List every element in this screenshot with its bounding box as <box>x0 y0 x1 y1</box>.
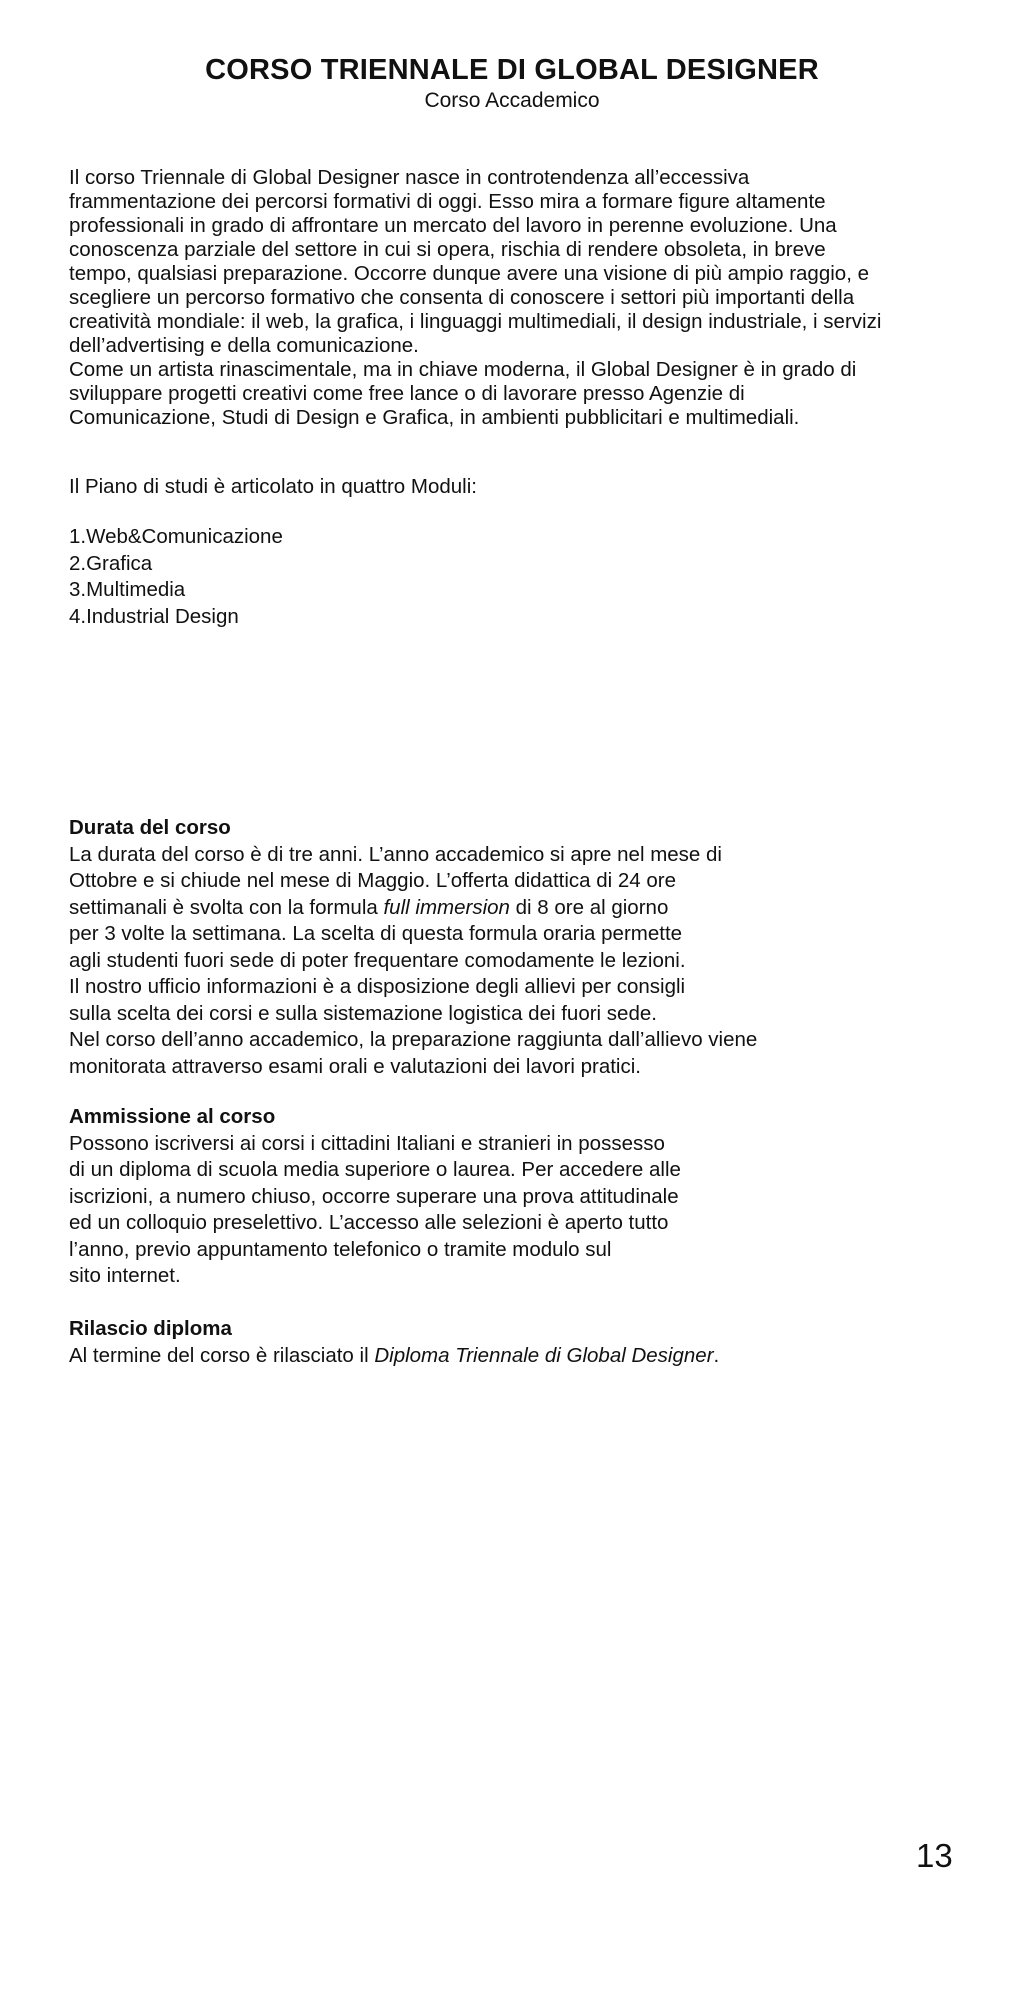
intro-line: dell’advertising e della comunicazione. <box>69 334 419 357</box>
section-line: per 3 volte la settimana. La scelta di questa formula oraria permette <box>69 922 683 945</box>
section-line: Ottobre e si chiude nel mese di Maggio. L’offerta didattica di 24 ore <box>69 869 677 892</box>
italic-term: full immersion <box>383 895 510 919</box>
intro-line: tempo, qualsiasi preparazione. Occorre dunque avere una visione di più ampio raggio, e <box>69 262 869 285</box>
intro-line: Come un artista rinascimentale, ma in chiave moderna, il Global Designer è in grado di <box>69 358 857 381</box>
page-subtitle: Corso Accademico <box>424 89 600 112</box>
section-line: di un diploma di scuola media superiore o laurea. Per accedere alle <box>69 1158 681 1181</box>
list-item: 4.Industrial Design <box>69 604 239 628</box>
ammissione-section <box>69 1104 681 1290</box>
text-fragment: Al termine del corso è rilasciato il <box>69 1343 375 1367</box>
section-heading: Rilascio diploma <box>69 1317 232 1340</box>
list-item: 2.Grafica <box>69 551 153 575</box>
section-line: monitorata attraverso esami orali e valutazioni dei lavori pratici. <box>69 1054 641 1078</box>
text-fragment: settimanali è svolta con la formula <box>69 895 384 919</box>
durata-section <box>69 815 757 1080</box>
intro-line: professionali in grado di affrontare un mercato del lavoro in perenne evoluzione. Una <box>69 214 837 237</box>
section-line <box>69 1343 719 1370</box>
page-title: CORSO TRIENNALE DI GLOBAL DESIGNER <box>205 54 819 86</box>
section-line: Nel corso dell’anno accademico, la preparazione raggiunta dall’allievo viene <box>69 1028 758 1051</box>
section-line <box>69 895 757 922</box>
section-line: La durata del corso è di tre anni. L’anno accademico si apre nel mese di <box>69 842 722 866</box>
section-line: sito internet. <box>69 1264 181 1287</box>
page-header <box>0 52 1024 114</box>
section-heading: Ammissione al corso <box>69 1105 276 1128</box>
section-line: sulla scelta dei corsi e sulla sistemazione logistica dei fuori sede. <box>69 1001 657 1025</box>
section-heading: Durata del corso <box>69 816 231 839</box>
section-line: l’anno, previo appuntamento telefonico o tramite modulo sul <box>69 1237 612 1261</box>
list-item: 3.Multimedia <box>69 578 186 601</box>
text-fragment: . <box>713 1343 720 1367</box>
modules-list <box>69 524 283 630</box>
intro-line: scegliere un percorso formativo che consenta di conoscere i settori più importanti della <box>69 286 855 309</box>
intro-line: frammentazione dei percorsi formativi di oggi. Esso mira a formare figure altamente <box>69 190 826 213</box>
intro-paragraph <box>69 166 881 430</box>
intro-line: Il corso Triennale di Global Designer nasce in controtendenza all’eccessiva <box>69 166 750 189</box>
intro-line: sviluppare progetti creativi come free lance o di lavorare presso Agenzie di <box>69 382 745 405</box>
intro-line: creatività mondiale: il web, la grafica, i linguaggi multimediali, il design industriale, i servizi <box>69 310 882 333</box>
modules-intro: Il Piano di studi è articolato in quattro Moduli: <box>69 475 477 498</box>
intro-line: conoscenza parziale del settore in cui si opera, rischia di rendere obsoleta, in breve <box>69 238 826 261</box>
page-number: 13 <box>916 1837 953 1874</box>
rilascio-section <box>69 1316 719 1369</box>
section-line: agli studenti fuori sede di poter frequentare comodamente le lezioni. <box>69 948 686 972</box>
list-item: 1.Web&Comunicazione <box>69 525 283 548</box>
section-line: Il nostro ufficio informazioni è a disposizione degli allievi per consigli <box>69 975 686 998</box>
intro-line: Comunicazione, Studi di Design e Grafica, in ambienti pubblicitari e multimediali. <box>69 406 800 429</box>
section-line: iscrizioni, a numero chiuso, occorre superare una prova attitudinale <box>69 1184 679 1208</box>
text-fragment: di 8 ore al giorno <box>509 895 669 919</box>
section-line: ed un colloquio preselettivo. L’accesso alle selezioni è aperto tutto <box>69 1211 669 1234</box>
italic-term: Diploma Triennale di Global Designer <box>374 1343 714 1367</box>
section-line: Possono iscriversi ai corsi i cittadini Italiani e stranieri in possesso <box>69 1131 665 1155</box>
